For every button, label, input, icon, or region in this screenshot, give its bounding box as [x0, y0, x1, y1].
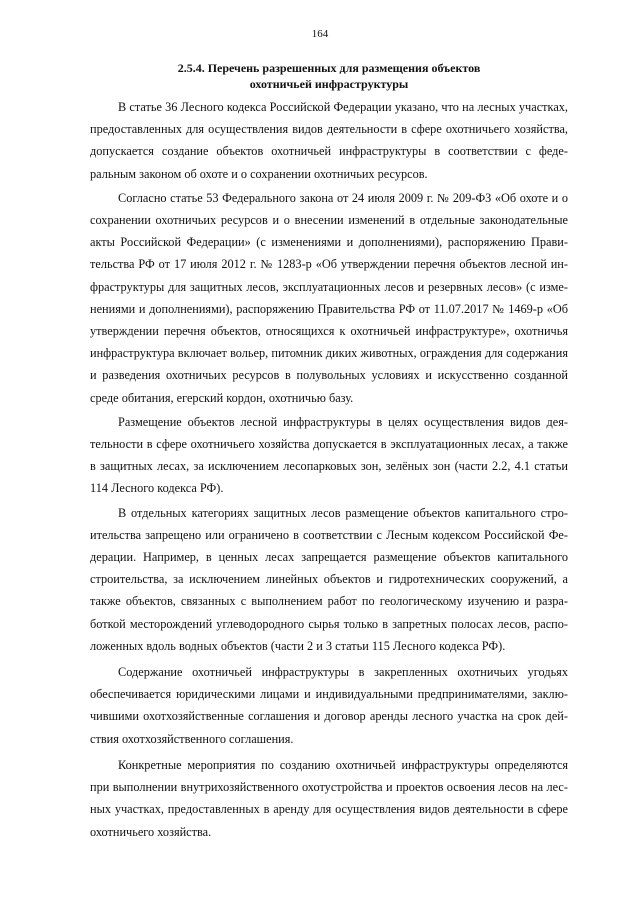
paragraph-4: В отдельных категориях защитных лесов размещение объектов капитального строительства запрещено или ограничено в соответствии с Лесным кодексом Российской Федерации. Например, в ценных лесах запрещается размещение объектов капитального строительства, за исключением линейных объектов и гидротехнических сооружений, а также объектов, связанных с выполнением работ по геологическому изучению и разработкой месторождений углеводородного сырья только в запретных полосах лесов, расположенных вдоль водных объектов (части 2 и 3 статьи 115 Лесного кодекса РФ).: [90, 505, 568, 653]
paragraph-1: В статье 36 Лесного кодекса Российской Федерации указано, что на лесных участках, предоставленных для осуществления видов деятельности в сфере охотничьего хозяйства, допускается создание объектов охотничьей инфраструктуры в соответствии с федеральным законом об охоте и о сохранении охотничьих ресурсов.: [90, 100, 568, 181]
document-body: [90, 60, 568, 845]
section-heading-line-2: охотничьей инфраструктуры: [249, 77, 409, 91]
section-heading-line-1: 2.5.4. Перечень разрешенных для размещения объектов: [177, 61, 481, 75]
page-number: 164: [311, 28, 329, 40]
paragraph-6: Конкретные мероприятия по созданию охотничьей инфраструктуры определяются при выполнении внутрихозяйственного охотустройства и проектов освоения лесов на лесных участках, предоставленных в аренду для осуществления видов деятельности в сфере охотничьего хозяйства.: [90, 757, 568, 839]
paragraph-5: Содержание охотничьей инфраструктуры в закрепленных охотничьих угодьях обеспечивается юридическими лицами и индивидуальными предпринимателями, заключившими охотхозяйственные соглашения и договор аренды лесного участка на срок действия охотхозяйственного соглашения.: [90, 665, 568, 746]
section-heading: [90, 60, 568, 92]
paragraph-2: Согласно статье 53 Федерального закона от 24 июля 2009 г. № 209-ФЗ «Об охоте и о сохранении охотничьих ресурсов и о внесении изменений в отдельные законодательные акты Российской Федерации» (с изменениями и дополнениями), распоряжению Правительства РФ от 17 июля 2012 г. № 1283-р «Об утверждении перечня объектов лесной инфраструктуры для защитных лесов, эксплуатационных лесов и резервных лесов» (с изменениями и дополнениями), распоряжению Правительства РФ от 11.07.2017 № 1469-р «Об утверждении перечня объектов, относящихся к охотничьей инфраструктуре», охотничья инфраструктура включает вольер, питомник диких животных, ограждения для содержания и разведения охотничьих ресурсов в полувольных условиях и искусственно созданной среде обитания, егерский кордон, охотничью базу.: [90, 190, 568, 405]
paragraph-3: Размещение объектов лесной инфраструктуры в целях осуществления видов деятельности в сфере охотничьего хозяйства допускается в эксплуатационных лесах, а также в защитных лесах, за исключением лесопарковых зон, зелёных зон (части 2.2, 4.1 статьи 114 Лесного кодекса РФ).: [90, 414, 568, 496]
